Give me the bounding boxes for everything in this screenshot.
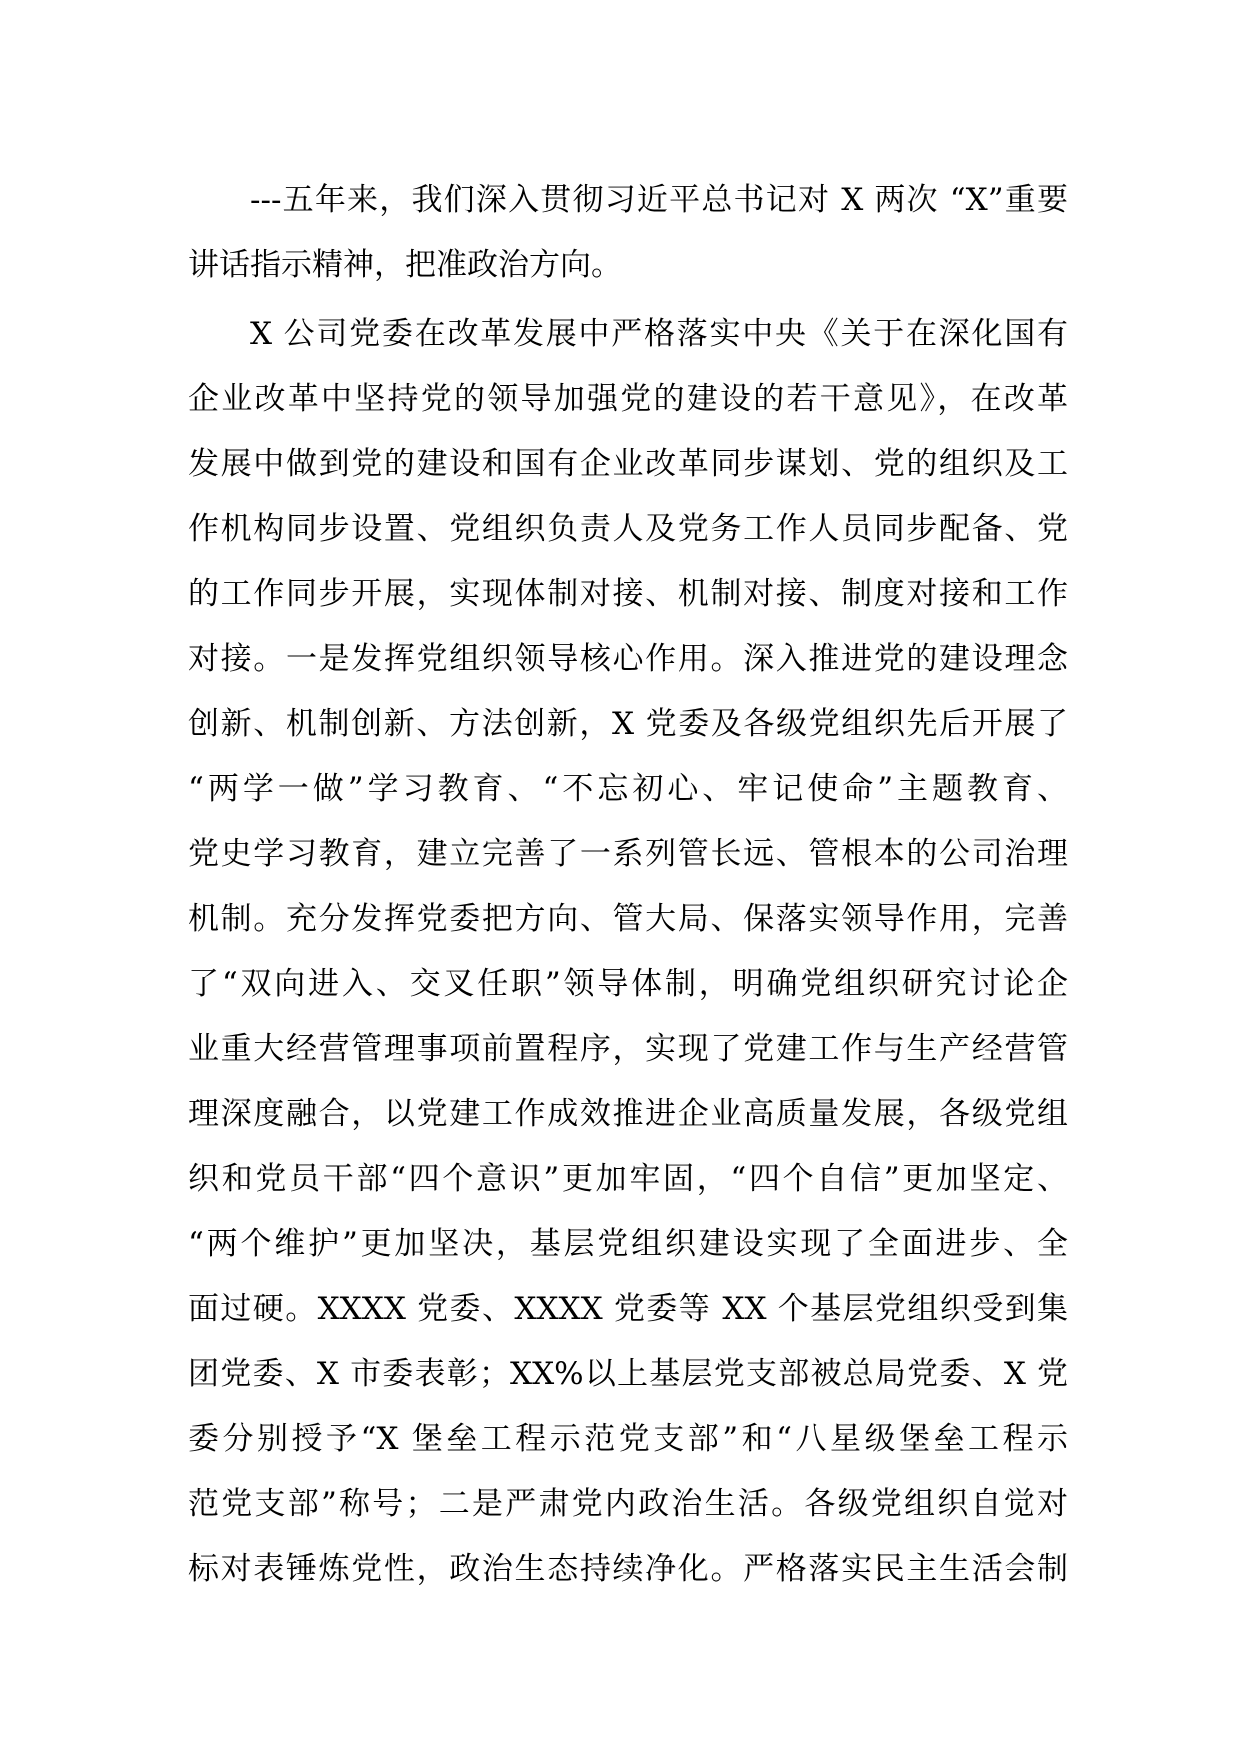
text-line: 党史学习教育，建立完善了一系列管长远、管根本的公司治理 (188, 836, 1068, 872)
text-line: 面过硬。XXXX 党委、XXXX 党委等 XX 个基层党组织受到集 (188, 1291, 1068, 1327)
text-line: 织和党员干部“四个意识”更加牢固，“四个自信”更加坚定、 (188, 1161, 1068, 1197)
document-body (188, 168, 1068, 1602)
text-line: 对接。一是发挥党组织领导核心作用。深入推进党的建设理念 (188, 641, 1068, 677)
text-line: 团党委、X 市委表彰；XX%以上基层党支部被总局党委、X 党 (188, 1356, 1068, 1392)
text-line: 标对表锤炼党性，政治生态持续净化。严格落实民主生活会制 (188, 1551, 1068, 1587)
text-line: 了“双向进入、交叉任职”领导体制，明确党组织研究讨论企 (188, 966, 1068, 1002)
text-line: 作机构同步设置、党组织负责人及党务工作人员同步配备、党 (188, 511, 1068, 547)
text-line: 委分别授予“X 堡垒工程示范党支部”和“八星级堡垒工程示 (188, 1421, 1068, 1457)
text-line: 讲话指示精神，把准政治方向。 (188, 247, 622, 283)
paragraph-main (188, 302, 1068, 1602)
text-line: “两学一做”学习教育、“不忘初心、牢记使命”主题教育、 (188, 771, 1068, 807)
text-line: X 公司党委在改革发展中严格落实中央《关于在深化国有 (250, 316, 1068, 352)
text-line: “两个维护”更加坚决，基层党组织建设实现了全面进步、全 (188, 1226, 1068, 1262)
text-line: 的工作同步开展，实现体制对接、机制对接、制度对接和工作 (188, 576, 1068, 612)
text-line: 创新、机制创新、方法创新，X 党委及各级党组织先后开展了 (188, 706, 1068, 742)
text-line: 企业改革中坚持党的领导加强党的建设的若干意见》，在改革 (188, 381, 1068, 417)
text-line: 发展中做到党的建设和国有企业改革同步谋划、党的组织及工 (188, 446, 1068, 482)
text-line: 理深度融合，以党建工作成效推进企业高质量发展，各级党组 (188, 1096, 1068, 1132)
text-line: ---五年来，我们深入贯彻习近平总书记对 X 两次 “X”重要 (250, 182, 1068, 218)
text-line: 业重大经营管理事项前置程序，实现了党建工作与生产经营管 (188, 1031, 1068, 1067)
text-line: 范党支部”称号；二是严肃党内政治生活。各级党组织自觉对 (188, 1486, 1068, 1522)
text-line: 机制。充分发挥党委把方向、管大局、保落实领导作用，完善 (188, 901, 1068, 937)
paragraph-intro (188, 168, 1068, 298)
